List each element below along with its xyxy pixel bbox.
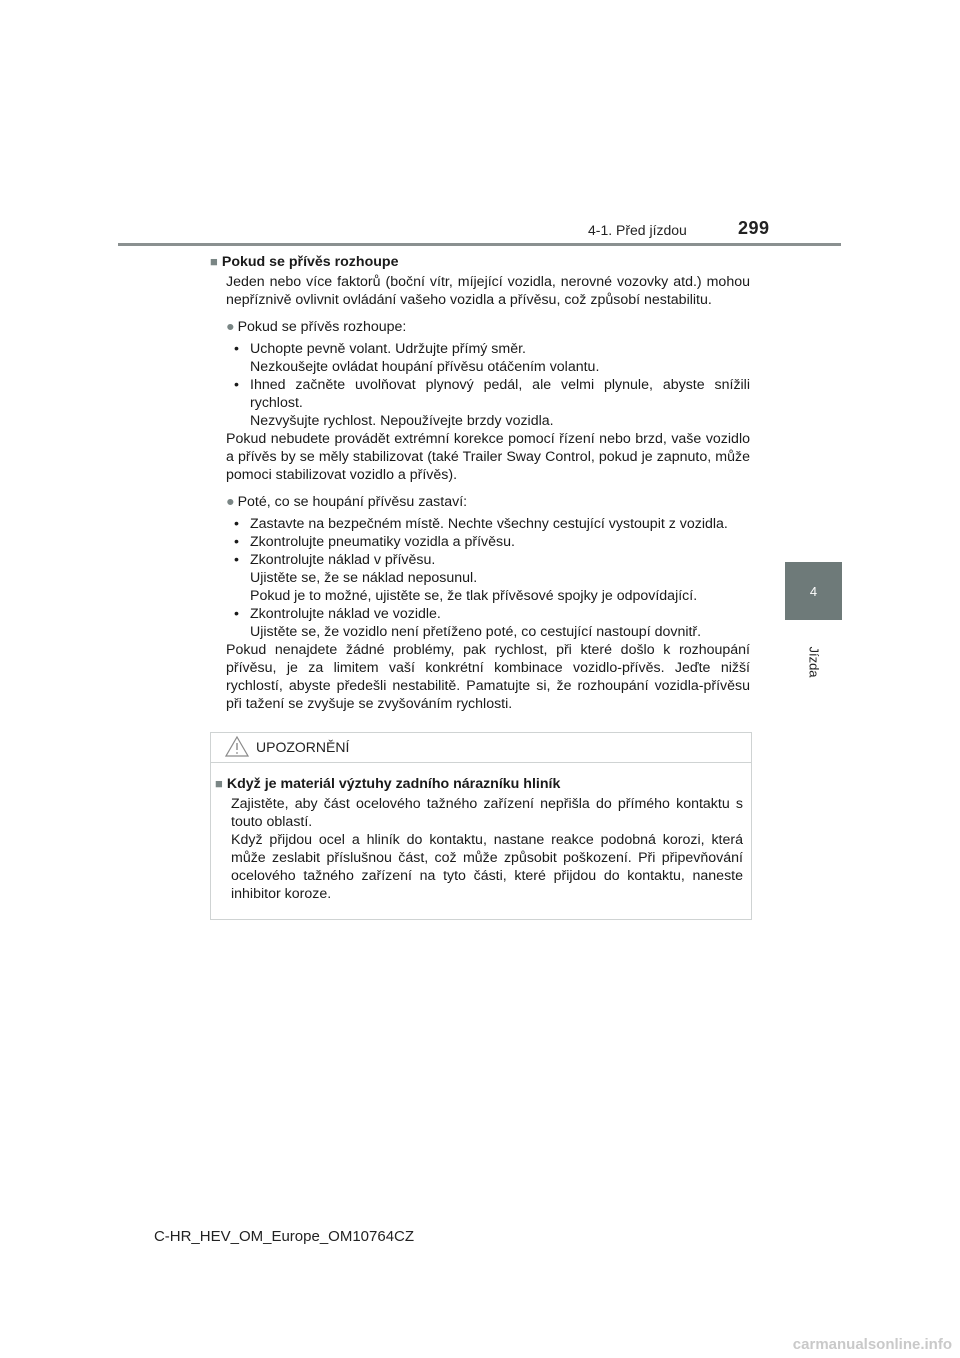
- dot-bullet-icon: •: [234, 552, 239, 568]
- bullet-after-text: Pokud nenajdete žádné problémy, pak rychlost, při které došlo k rozhoupání přívěsu, je za limitem vaší konkrétní kombinace vozidlo-přívěs. Jeďte nižší rychlostí, abyste předešli nestabilitě. Pamatujte si, že rozhoupání vozidla-přívěsu při tažení se zvyšuje se zvyšováním rychlosti.: [226, 642, 750, 712]
- page-number: 299: [738, 218, 770, 238]
- warning-heading: [215, 775, 743, 793]
- section-intro: Jeden nebo více faktorů (boční vítr, míjející vozidla, nerovné vozovky atd.) mohou nepříznivě ovlivnit ovládání vašeho vozidla a přívěsu, což způsobí nestabilitu.: [226, 274, 750, 308]
- bullet-title: Poté, co se houpání přívěsu zastaví:: [237, 494, 468, 510]
- list-item: [210, 551, 750, 569]
- list-item-sub: Nezvyšujte rychlost. Nepoužívejte brzdy vozidla.: [250, 413, 554, 429]
- square-bullet-icon: ■: [210, 254, 218, 269]
- warning-triangle-icon: [225, 736, 249, 762]
- list-item-sub: Pokud je to možné, ujistěte se, že tlak přívěsové spojky je odpovídající.: [250, 588, 698, 604]
- main-content: [210, 253, 750, 713]
- header-section: 4-1. Před jízdou: [588, 222, 687, 238]
- list-item-text: Zastavte na bezpečném místě. Nechte všechny cestující vystoupit z vozidla.: [250, 516, 728, 532]
- footer: [0, 1228, 960, 1245]
- warning-header: [211, 733, 751, 763]
- square-bullet-icon: ■: [215, 776, 223, 791]
- warning-paragraph: Zajistěte, aby část ocelového tažného zařízení nepřišla do přímého kontaktu s touto oblastí.: [231, 796, 743, 830]
- list-item-text: Uchopte pevně volant. Udržujte přímý směr.: [250, 341, 526, 357]
- list-item-sub: Ujistěte se, že vozidlo není přetíženo poté, co cestující nastoupí dovnitř.: [250, 624, 702, 640]
- list-item-text: Zkontrolujte pneumatiky vozidla a přívěsu.: [250, 534, 515, 550]
- list-item-text: Zkontrolujte náklad v přívěsu.: [250, 552, 436, 568]
- dot-bullet-icon: •: [234, 516, 239, 532]
- circle-bullet-icon: ●: [226, 319, 235, 335]
- section-title: Pokud se přívěs rozhoupe: [221, 254, 399, 270]
- list-item: [210, 376, 750, 412]
- bullet-title: Pokud se přívěs rozhoupe:: [237, 319, 407, 335]
- dot-bullet-icon: •: [234, 377, 239, 393]
- list-item-sub: Ujistěte se, že se náklad neposunul.: [250, 570, 478, 586]
- list-item-sub: Nezkoušejte ovládat houpání přívěsu otáčením volantu.: [250, 359, 600, 375]
- header-rule: [118, 243, 841, 246]
- section-heading: [210, 253, 750, 271]
- list-item: [210, 605, 750, 623]
- warning-paragraph: Když přijdou ocel a hliník do kontaktu, nastane reakce podobná korozi, která může zeslabit příslušnou část, což může způsobit poškození. Při připevňování ocelového tažného zařízení na tyto části, které přijdou do kontaktu, naneste inhibitor koroze.: [231, 832, 743, 902]
- list-item-text: Ihned začněte uvolňovat plynový pedál, ale velmi plynule, abyste snížili rychlost.: [250, 377, 750, 411]
- list-item: [210, 340, 750, 358]
- dot-bullet-icon: •: [234, 534, 239, 550]
- chapter-tab: [785, 562, 842, 620]
- chapter-label-text: Jízda: [806, 646, 822, 678]
- list-item-text: Zkontrolujte náklad ve vozidle.: [250, 606, 441, 622]
- circle-bullet-icon: ●: [226, 494, 235, 510]
- warning-body: [211, 763, 751, 903]
- list-item: [210, 515, 750, 533]
- dot-bullet-icon: •: [234, 341, 239, 357]
- bullet-after-text: Pokud nebudete provádět extrémní korekce pomocí řízení nebo brzd, vaše vozidlo a přívěs by se měly stabilizovat (také Trailer Sway Control, pokud je zapnuto, může pomoci stabilizovat vozidlo a přívěs).: [226, 431, 750, 483]
- list-item: [210, 533, 750, 551]
- chapter-label: [806, 632, 822, 692]
- warning-box: [210, 732, 752, 920]
- warning-title: UPOZORNĚNÍ: [256, 739, 350, 755]
- warning-heading-text: Když je materiál výztuhy zadního nárazníku hliník: [226, 776, 561, 792]
- footer-code: C-HR_HEV_OM_Europe_OM10764CZ: [153, 1228, 415, 1245]
- dot-bullet-icon: •: [234, 606, 239, 622]
- chapter-number: 4: [809, 583, 818, 599]
- bullet-heading: [210, 318, 750, 336]
- watermark: carmanualsonline.info: [792, 1336, 952, 1353]
- bullet-heading: [210, 493, 750, 511]
